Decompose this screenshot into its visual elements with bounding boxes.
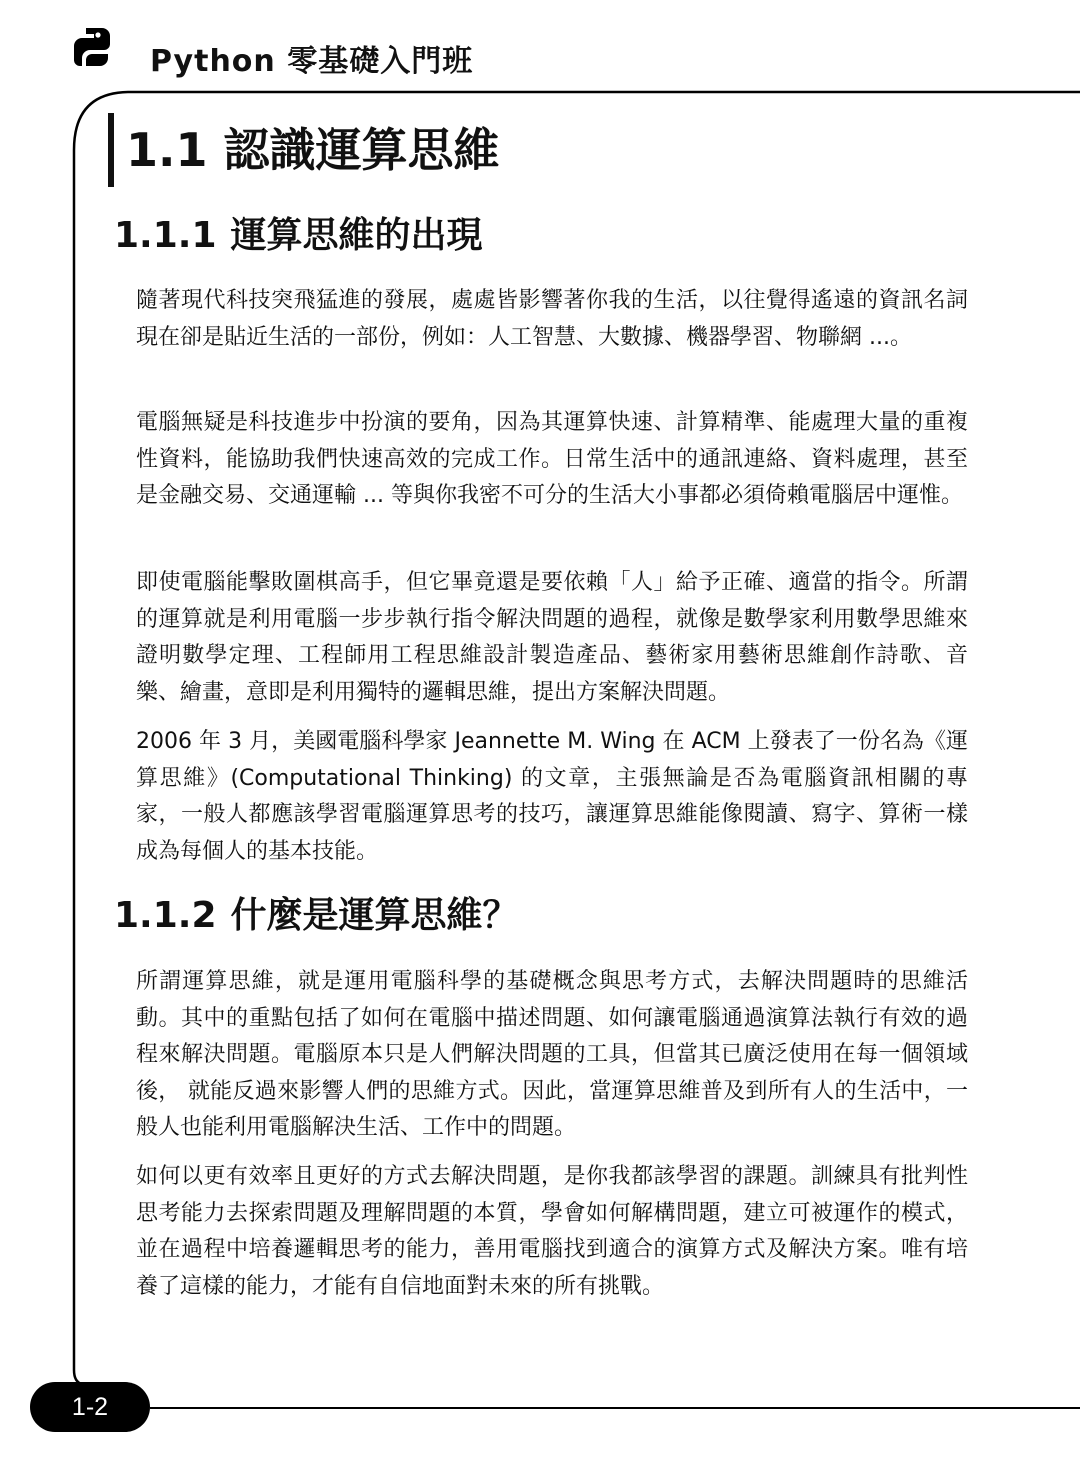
subsection-number: 1.1.1 — [114, 215, 217, 256]
section-title: 認識運算思維 — [223, 123, 500, 177]
paragraph: 電腦無疑是科技進步中扮演的要角，因為其運算快速、計算精準、能處理大量的重複性資料，能協助我們快速高效的完成工作。日常生活中的通訊連絡、資料處理，甚至是金融交易、交通運輸 ... 等與你我密不可分的生活大小事都必須倚賴電腦居中運惟。 — [136, 410, 968, 508]
section-number: 1.1 — [126, 123, 208, 177]
paragraph: 如何以更有效率且更好的方式去解決問題，是你我都該學習的課題。訓練具有批判性思考能力去探索問題及理解問題的本質，學會如何解構問題，建立可被運作的模式，並在過程中培養邏輯思考的能力，善用電腦找到適合的演算方式及解決方案。唯有培養了這樣的能力，才能有自信地面對未來的所有挑戰。 — [136, 1164, 968, 1299]
subsection-number: 1.1.2 — [114, 895, 217, 936]
subsection-heading — [114, 892, 519, 940]
subsection-title: 運算思維的出現 — [230, 215, 483, 256]
paragraph: 2006 年 3 月，美國電腦科學家 Jeannette M. Wing 在 ACM 上發表了一份名為《運算思維》(Computational Thinking) 的文章，主張無論是否為電腦資訊相關的專家，一般人都應該學習電腦運算思考的技巧，讓運算思維能像閱讀、寫字、算術一樣成為每個人的基本技能。 — [136, 729, 968, 864]
subsection-heading — [114, 212, 483, 260]
page-number: 1-2 — [30, 1382, 150, 1432]
subsection-title: 什麼是運算思維？ — [230, 895, 519, 936]
paragraph: 即使電腦能擊敗圍棋高手，但它畢竟還是要依賴「人」給予正確、適當的指令。所謂的運算就是利用電腦一步步執行指令解決問題的過程，就像是數學家利用數學思維來證明數學定理、工程師用工程思維設計製造產品、藝術家用藝術思維創作詩歌、音樂、繪畫，意即是利用獨特的邏輯思維，提出方案解決問題。 — [136, 570, 968, 705]
python-logo-icon — [72, 26, 112, 68]
section-marker-bar — [108, 113, 114, 187]
paragraph: 所謂運算思維，就是運用電腦科學的基礎概念與思考方式，去解決問題時的思維活動。其中的重點包括了如何在電腦中描述問題、如何讓電腦通過演算法執行有效的過程來解決問題。電腦原本只是人們解決問題的工具，但當其已廣泛使用在每一個領域後， 就能反過來影響人們的思維方式。因此，當運算思維普及到所有人的生活中，一般人也能利用電腦解決生活、工作中的問題。 — [136, 969, 968, 1140]
book-title: Python 零基礎入門班 — [150, 44, 474, 79]
paragraph: 隨著現代科技突飛猛進的發展，處處皆影響著你我的生活，以往覺得遙遠的資訊名詞現在卻是貼近生活的一部份，例如：人工智慧、大數據、機器學習、物聯網 ...。 — [136, 288, 968, 350]
section-heading — [126, 118, 500, 182]
